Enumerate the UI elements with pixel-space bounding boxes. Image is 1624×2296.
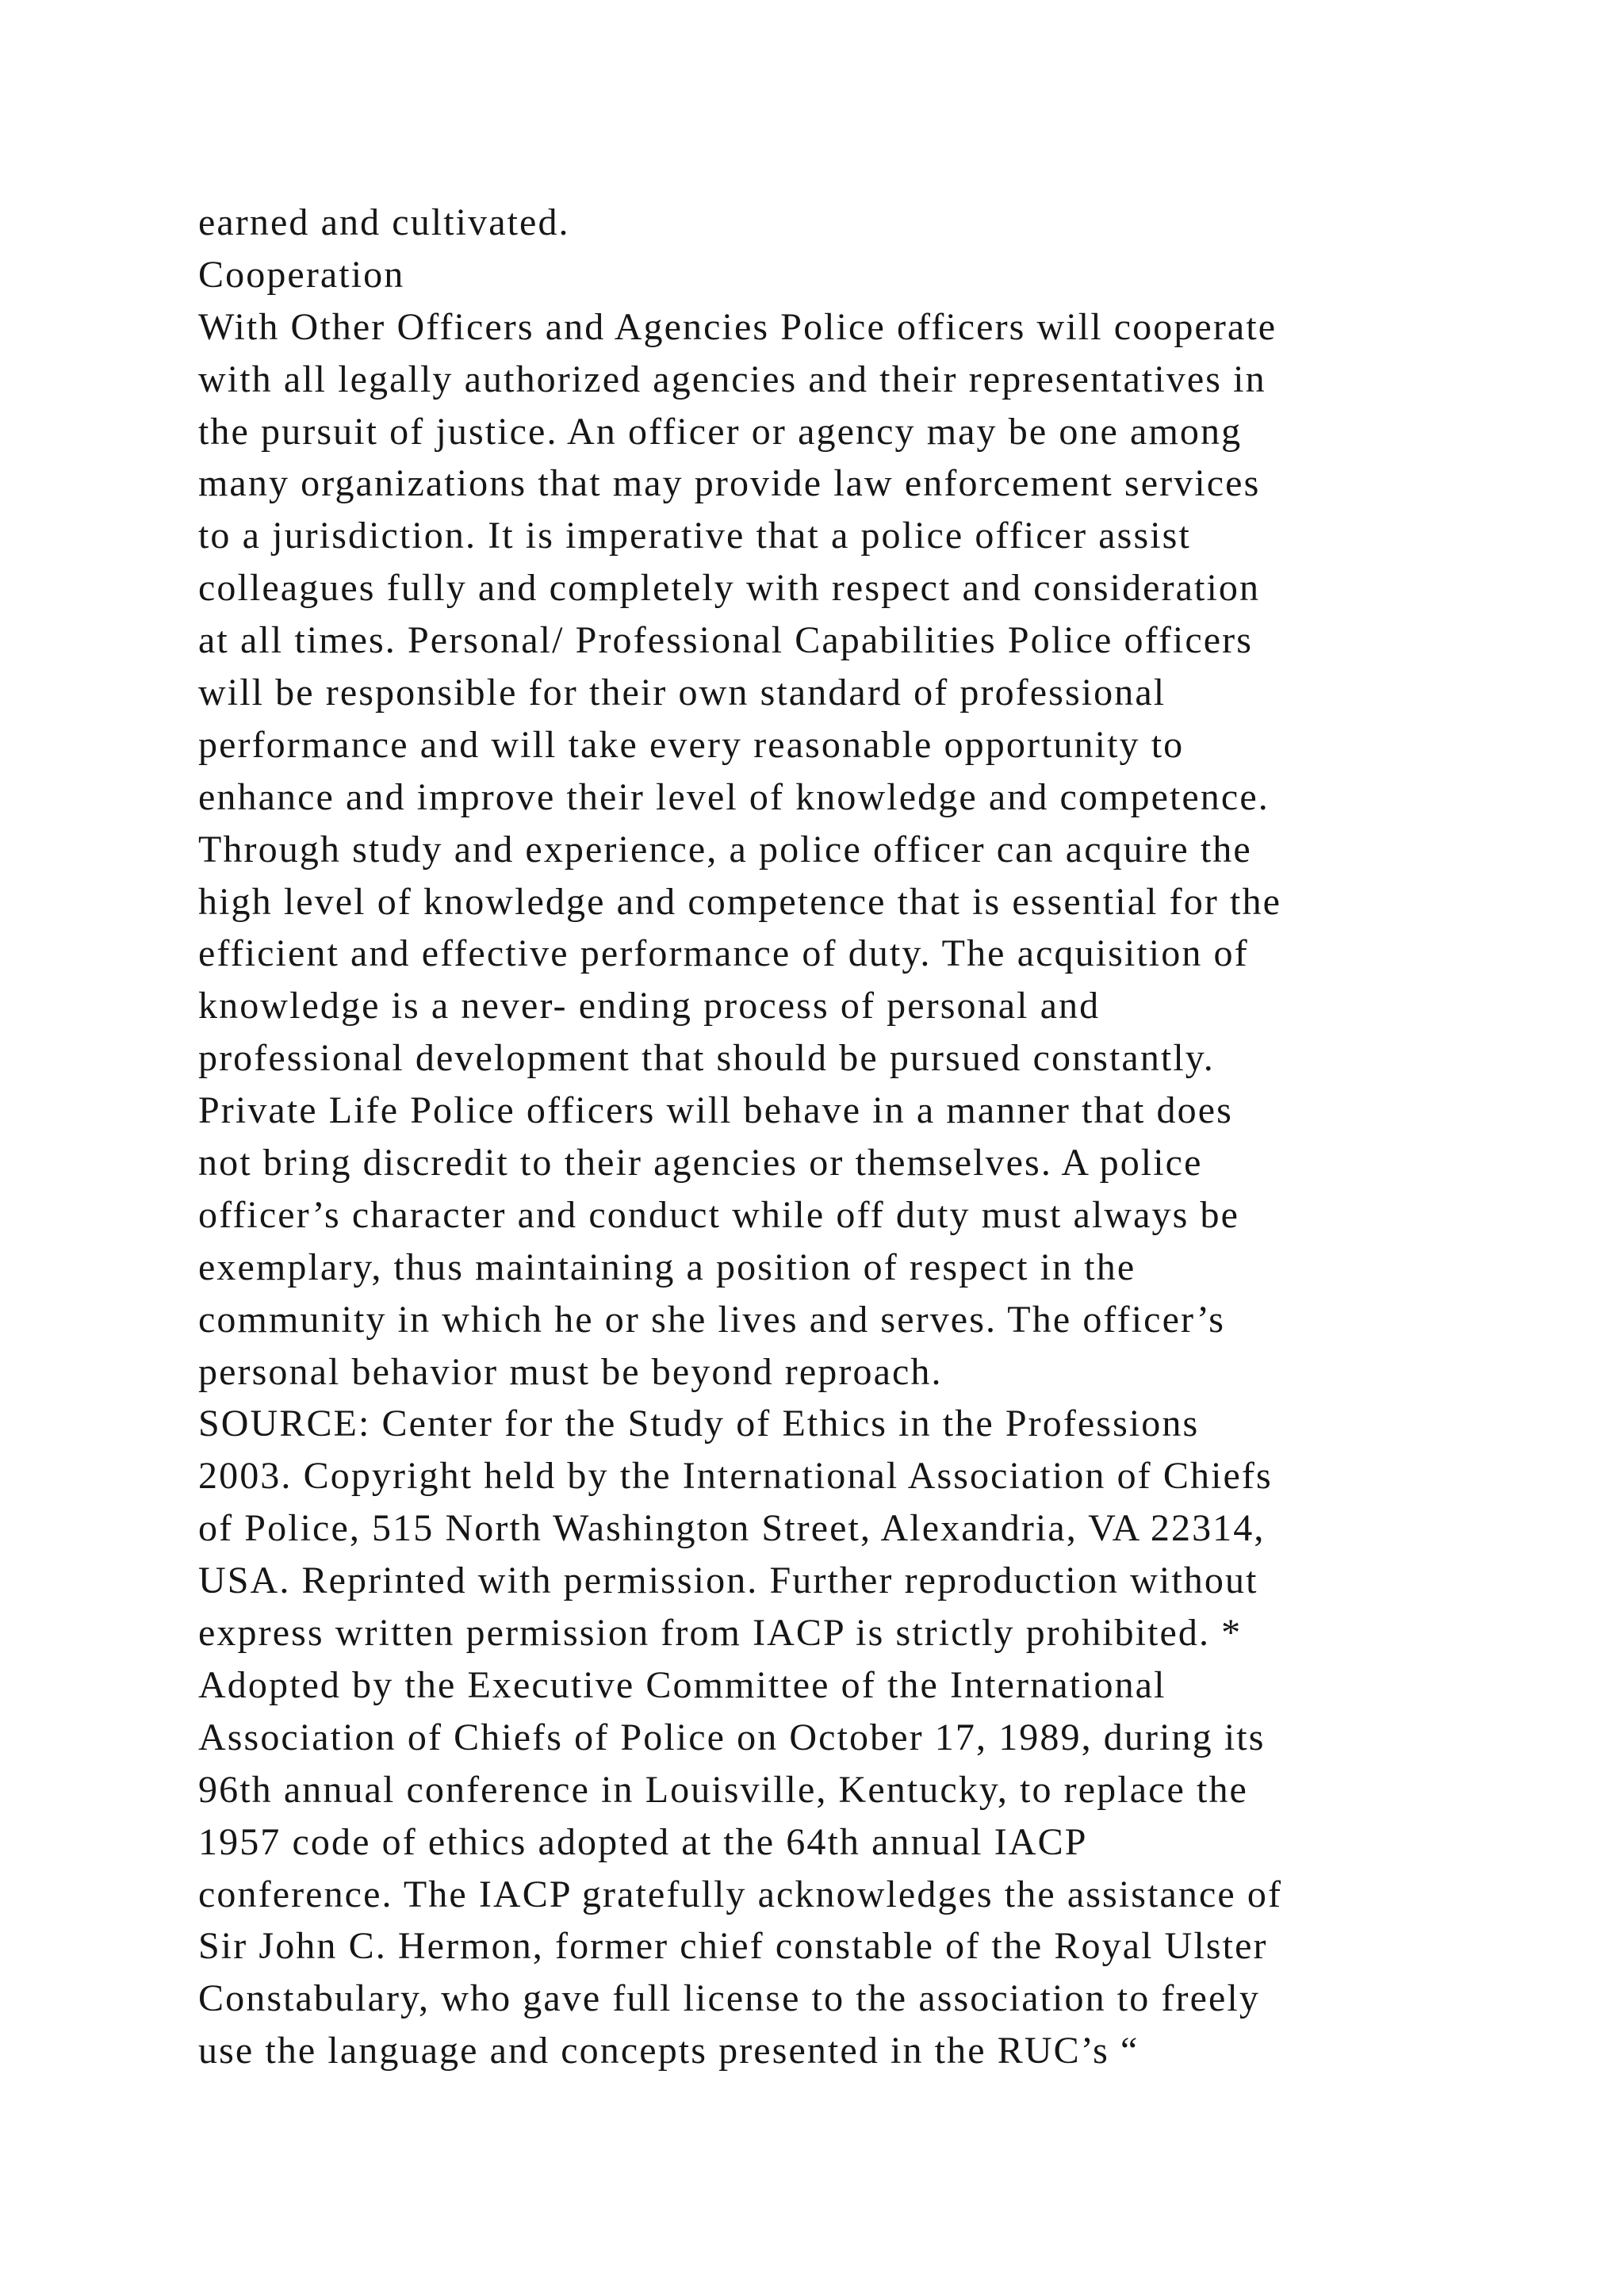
text-line: Association of Chiefs of Police on October 17, 1989, during its [198, 1716, 1266, 1758]
text-line: not bring discredit to their agencies or themselves. A police [198, 1142, 1203, 1184]
text-line: express written permission from IACP is strictly prohibited. * [198, 1612, 1243, 1655]
text-line: 2003. Copyright held by the International Association of Chiefs [198, 1455, 1273, 1498]
text-line: 96th annual conference in Louisville, Kentucky, to replace the [198, 1768, 1248, 1811]
text-line: knowledge is a never- ending process of personal and [198, 985, 1101, 1027]
text-line: Private Life Police officers will behave in a manner that does [198, 1089, 1233, 1132]
text-line: colleagues fully and completely with respect and consideration [198, 567, 1261, 610]
text-line: Through study and experience, a police officer can acquire the [198, 828, 1252, 871]
text-line: to a jurisdiction. It is imperative that a police officer assist [198, 515, 1191, 557]
text-line: use the language and concepts presented in the RUC’s “ [198, 2030, 1139, 2072]
text-line: professional development that should be pursued constantly. [198, 1037, 1215, 1080]
text-line: exemplary, thus maintaining a position of respect in the [198, 1246, 1136, 1288]
text-line: performance and will take every reasonable opportunity to [198, 723, 1185, 766]
text-line: the pursuit of justice. An officer or agency may be one among [198, 410, 1243, 453]
text-line: will be responsible for their own standard of professional [198, 672, 1166, 714]
body-text [198, 197, 1562, 2077]
text-line: USA. Reprinted with permission. Further reproduction without [198, 1559, 1258, 1602]
text-line: With Other Officers and Agencies Police officers will cooperate [198, 305, 1277, 348]
text-line: officer’s character and conduct while off duty must always be [198, 1193, 1240, 1236]
text-line: earned and cultivated. [198, 201, 570, 243]
source-line: SOURCE: Center for the Study of Ethics in the Professions [198, 1402, 1200, 1445]
text-line: high level of knowledge and competence that is essential for the [198, 880, 1281, 923]
text-line: Sir John C. Hermon, former chief constable of the Royal Ulster [198, 1925, 1268, 1968]
text-line: efficient and effective performance of duty. The acquisition of [198, 932, 1249, 975]
text-line: community in which he or she lives and serves. The officer’s [198, 1298, 1226, 1341]
text-line: 1957 code of ethics adopted at the 64th annual IACP [198, 1820, 1088, 1863]
text-line: with all legally authorized agencies and their representatives in [198, 358, 1266, 400]
text-line: personal behavior must be beyond reproach. [198, 1350, 943, 1393]
text-line: Adopted by the Executive Committee of the International [198, 1663, 1166, 1706]
text-line: enhance and improve their level of knowledge and competence. [198, 775, 1270, 818]
section-heading: Cooperation [198, 253, 405, 296]
text-line: conference. The IACP gratefully acknowledges the assistance of [198, 1873, 1283, 1915]
text-line: of Police, 515 North Washington Street, Alexandria, VA 22314, [198, 1507, 1266, 1550]
text-line: Constabulary, who gave full license to the association to freely [198, 1977, 1260, 2020]
text-line: at all times. Personal/ Professional Capabilities Police officers [198, 619, 1254, 662]
text-line: many organizations that may provide law enforcement services [198, 462, 1261, 505]
